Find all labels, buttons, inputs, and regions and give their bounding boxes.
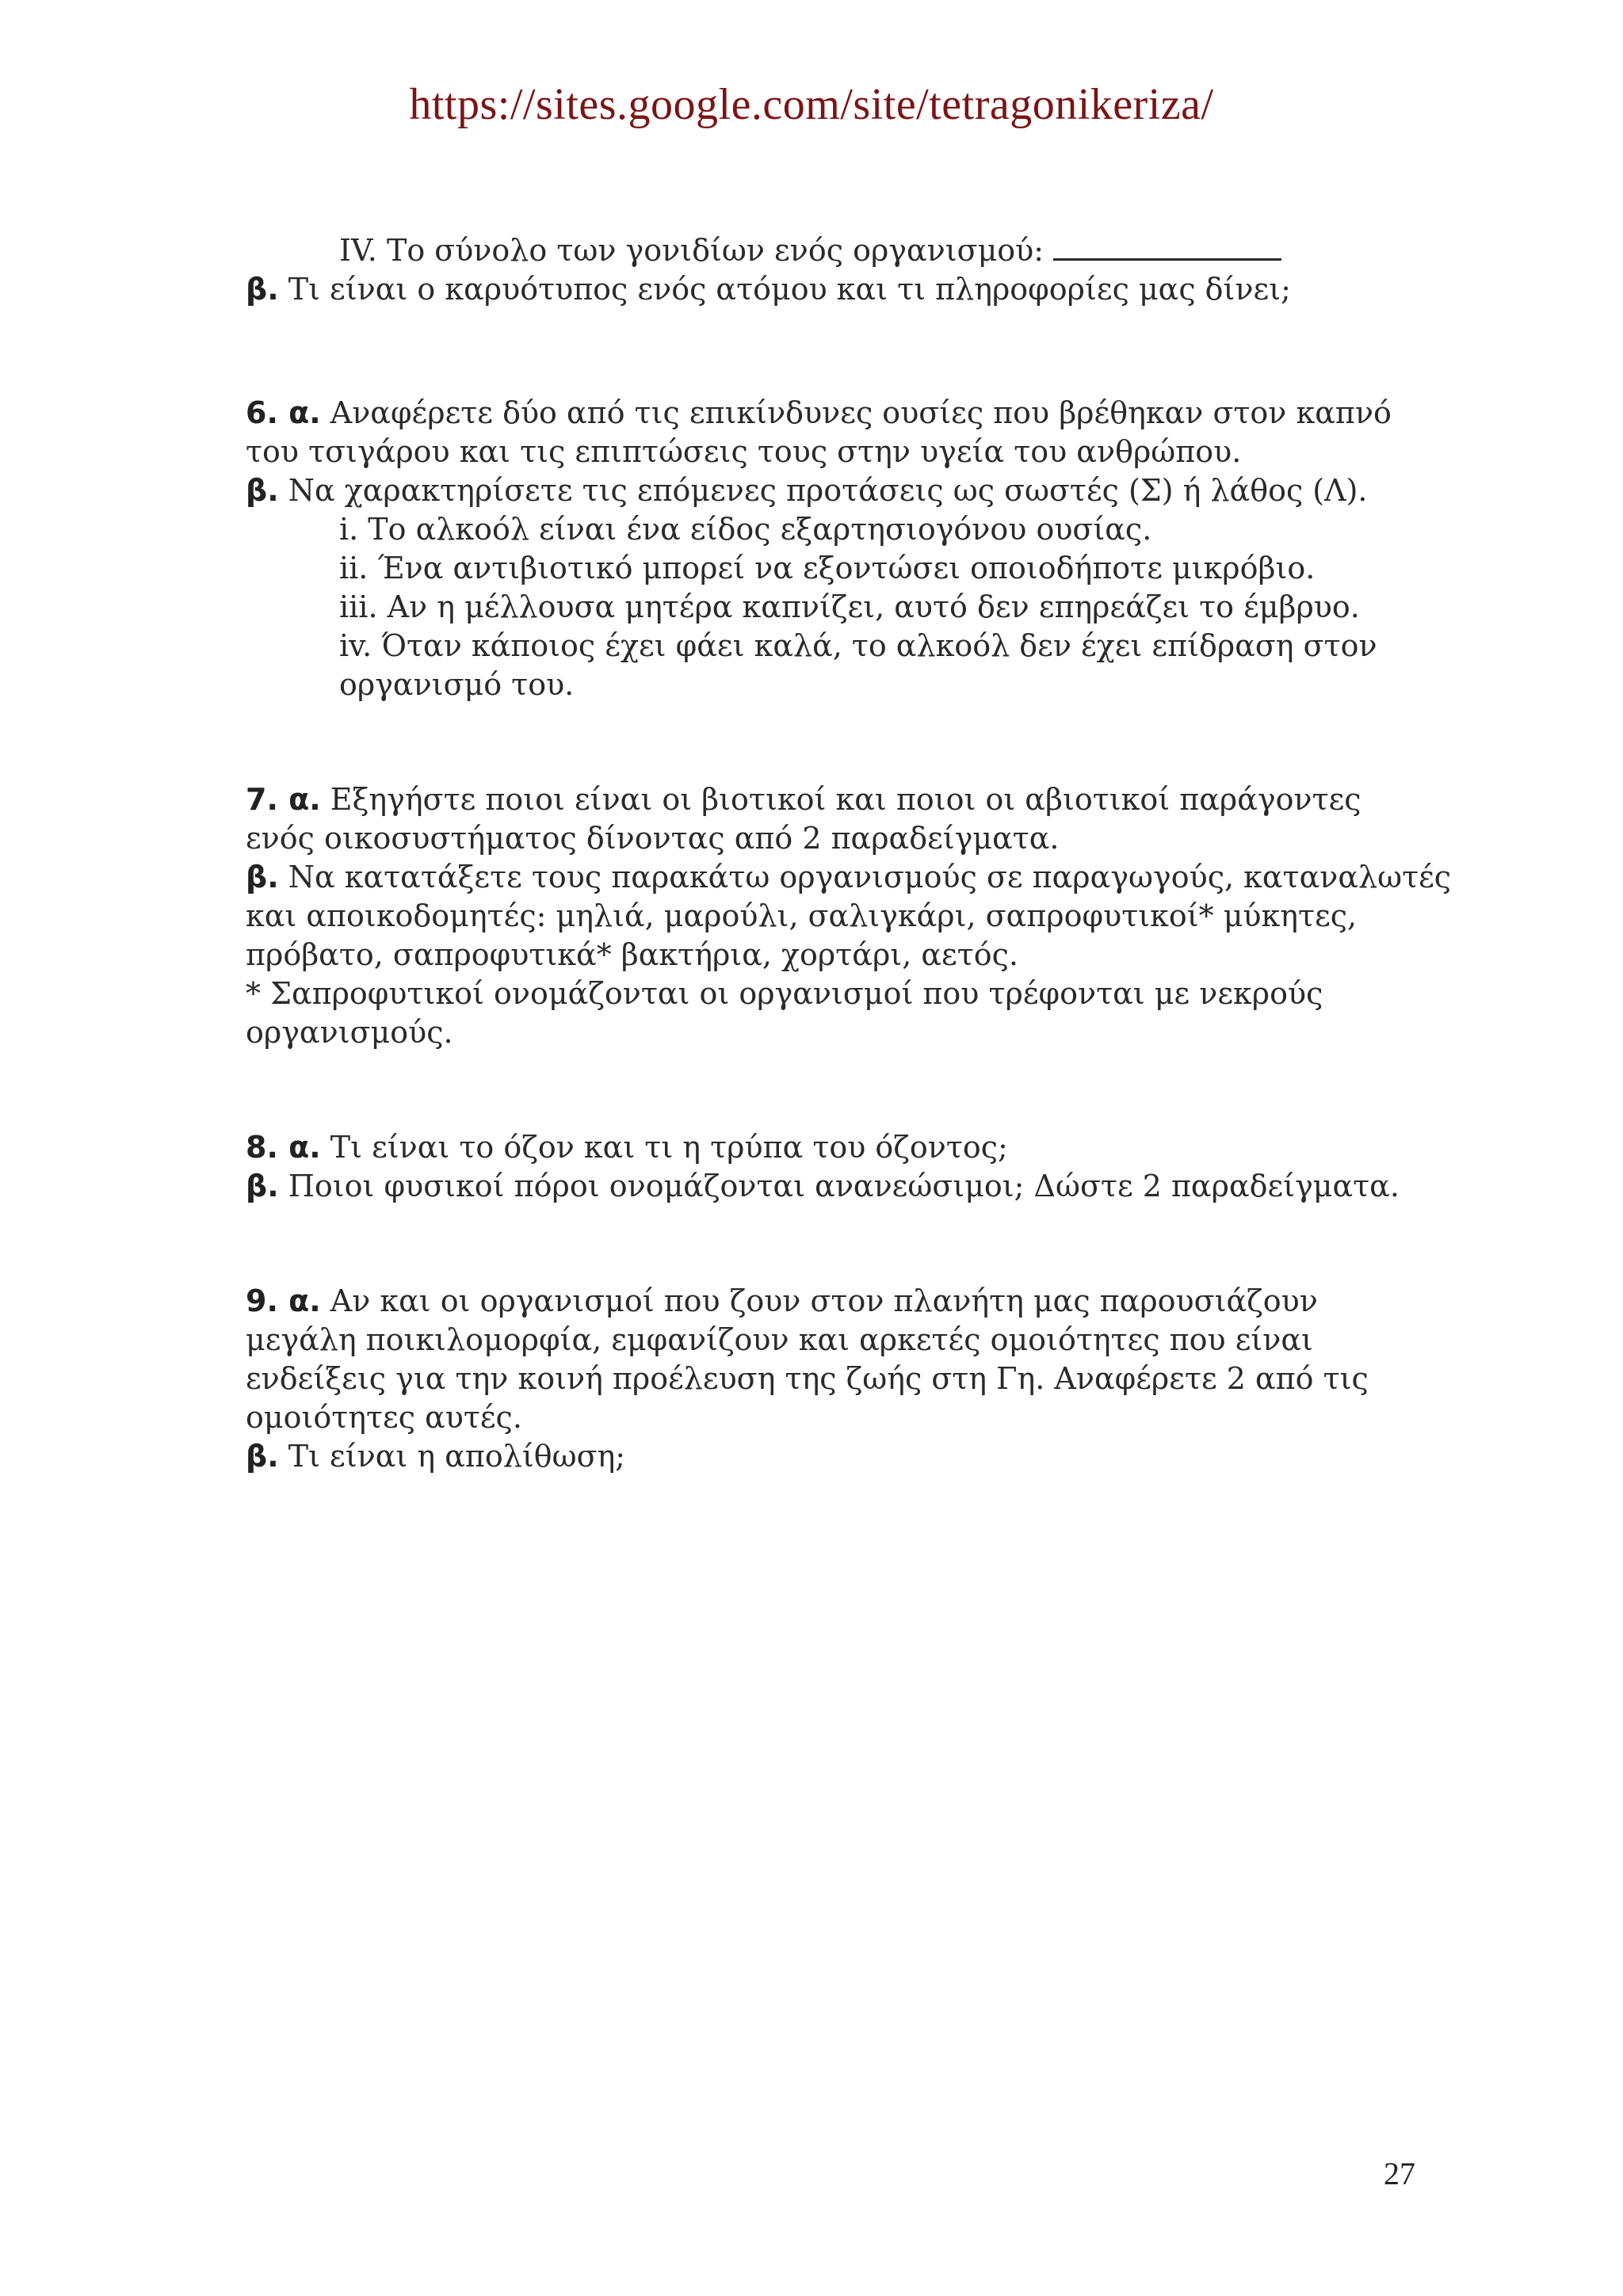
footnote-cont: οργανισμούς. xyxy=(246,1015,453,1050)
question-number: 8. α. xyxy=(246,1130,321,1165)
question-5-b xyxy=(246,270,1434,309)
question-label: β. xyxy=(246,473,279,508)
question-9 xyxy=(246,1282,1434,1476)
question-number: 6. α. xyxy=(246,395,321,430)
question-9-a-cont-3: ομοιότητες αυτές. xyxy=(246,1400,522,1435)
document-body xyxy=(246,231,1452,1476)
question-text: Να κατατάξετε τους παρακάτω οργανισμούς σε παραγωγούς, καταναλωτές xyxy=(288,860,1452,894)
question-7-b xyxy=(246,858,1452,897)
question-text: Ποιοι φυσικοί πόροι ονομάζονται ανανεώσιμοι; Δώστε 2 παραδείγματα. xyxy=(288,1169,1400,1203)
question-6-a xyxy=(246,394,1434,433)
question-text: Να χαρακτηρίσετε τις επόμενες προτάσεις ως σωστές (Σ) ή λάθος (Λ). xyxy=(288,473,1368,508)
question-8 xyxy=(246,1128,1434,1206)
statement-ii: ii. Ένα αντιβιοτικό μπορεί να εξοντώσει οποιοδήποτε μικρόβιο. xyxy=(339,551,1316,585)
question-8-b xyxy=(246,1167,1434,1206)
question-text: Εξηγήστε ποιοι είναι οι βιοτικοί και ποιοι οι αβιοτικοί παράγοντες xyxy=(330,782,1361,817)
question-7 xyxy=(246,780,1452,1052)
question-text: Τι είναι ο καρυότυπος ενός ατόμου και τι πληροφορίες μας δίνει; xyxy=(288,272,1291,307)
question-label: β. xyxy=(246,1439,279,1474)
question-label: β. xyxy=(246,1169,279,1203)
question-number: 9. α. xyxy=(246,1283,321,1318)
question-8-a xyxy=(246,1128,1434,1167)
page-number: 27 xyxy=(1384,2156,1415,2191)
item-iv xyxy=(246,231,1434,270)
question-7-b-cont-1: και αποικοδομητές: μηλιά, μαρούλι, σαλιγκάρι, σαπροφυτικοί* μύκητες, xyxy=(246,898,1358,933)
statement-iv-cont: οργανισμό του. xyxy=(339,667,575,702)
question-5-continuation xyxy=(246,231,1434,309)
question-6-b xyxy=(246,471,1434,510)
question-label: β. xyxy=(246,860,279,894)
question-label: β. xyxy=(246,272,279,307)
question-number: 7. α. xyxy=(246,782,321,817)
question-9-a-cont-2: ενδείξεις για την κοινή προέλευση της ζωής στη Γη. Αναφέρετε 2 από τις xyxy=(246,1361,1369,1396)
question-9-a-cont-1: μεγάλη ποικιλομορφία, εμφανίζουν και αρκετές ομοιότητες που είναι xyxy=(246,1322,1313,1357)
question-text: Τι είναι το όζον και τι η τρύπα του όζοντος; xyxy=(330,1130,1008,1165)
footnote: * Σαπροφυτικοί ονομάζονται οι οργανισμοί που τρέφονται με νεκρούς xyxy=(246,976,1323,1011)
question-6 xyxy=(246,394,1434,704)
header-url: https://sites.google.com/site/tetragonikeriza/ xyxy=(409,80,1214,129)
question-6-a-cont: του τσιγάρου και τις επιπτώσεις τους στην υγεία του ανθρώπου. xyxy=(246,434,1242,469)
question-7-a xyxy=(246,780,1434,819)
question-9-a xyxy=(246,1282,1434,1321)
statement-iii: iii. Αν η μέλλουσα μητέρα καπνίζει, αυτό δεν επηρεάζει το έμβρυο. xyxy=(339,589,1360,624)
question-7-a-cont: ενός οικοσυστήματος δίνοντας από 2 παραδείγματα. xyxy=(246,821,1060,856)
answer-blank xyxy=(1053,235,1281,261)
question-text: Αναφέρετε δύο από τις επικίνδυνες ουσίες που βρέθηκαν στον καπνό xyxy=(330,395,1392,430)
question-text: Τι είναι η απολίθωση; xyxy=(288,1439,626,1474)
question-7-b-cont-2: πρόβατο, σαπροφυτικά* βακτήρια, χορτάρι, αετός. xyxy=(246,937,1018,972)
statement-i: i. Το αλκοόλ είναι ένα είδος εξαρτησιογόνου ουσίας. xyxy=(339,512,1152,547)
question-text: Αν και οι οργανισμοί που ζουν στον πλανήτη μας παρουσιάζουν xyxy=(330,1283,1318,1318)
statement-iv: iv. Όταν κάποιος έχει φάει καλά, το αλκοόλ δεν έχει επίδραση στον xyxy=(339,628,1377,663)
question-9-b xyxy=(246,1437,1434,1476)
item-iv-text: IV. Το σύνολο των γονιδίων ενός οργανισμού: xyxy=(339,233,1044,268)
